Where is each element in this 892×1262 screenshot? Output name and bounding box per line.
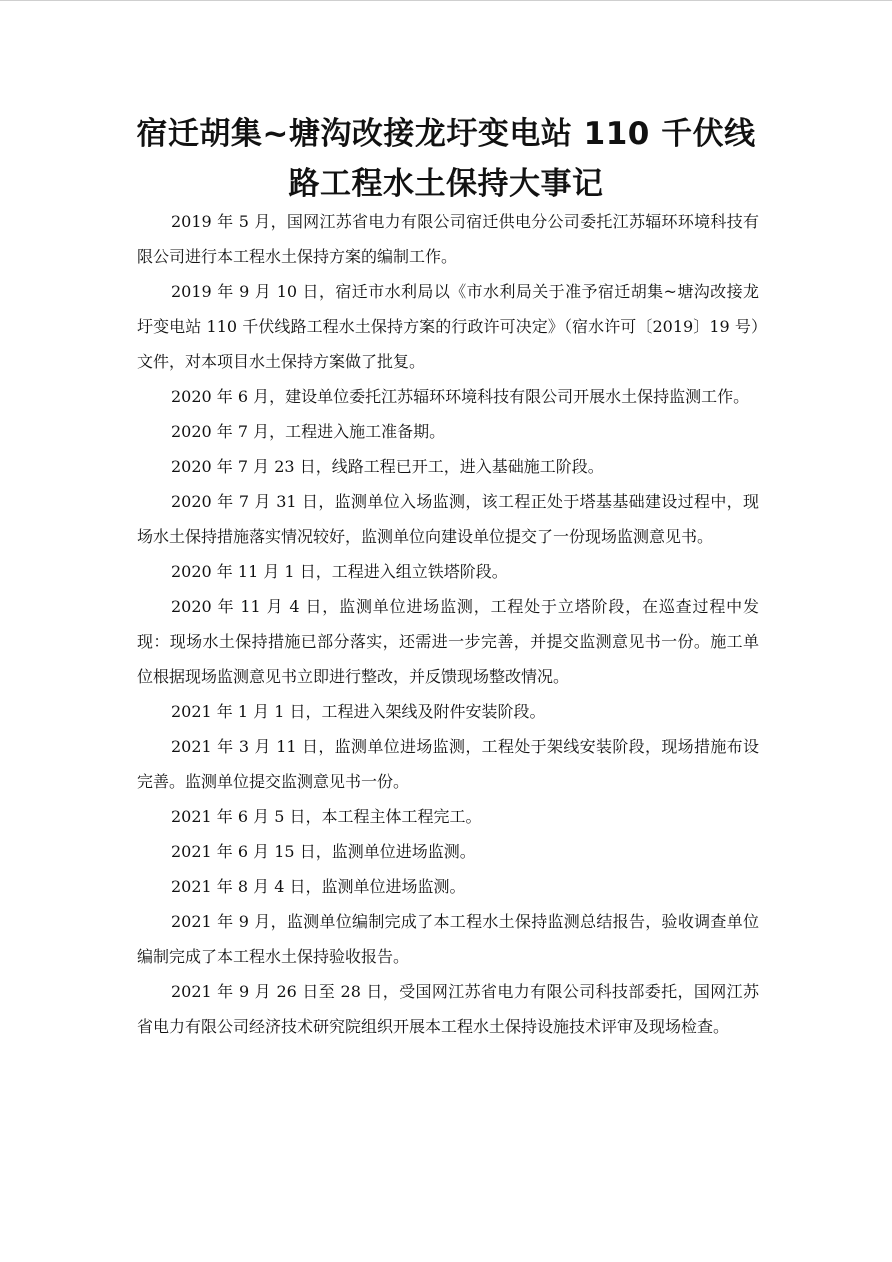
title-line-1: 宿迁胡集~塘沟改接龙圩变电站 110 千伏线 [136,116,756,152]
document-title [120,109,772,209]
paragraph-2021-03-11: 2021 年 3 月 11 日，监测单位进场监测，工程处于架线安装阶段，现场措施布设完善。监测单位提交监测意见书一份。 [137,737,759,791]
paragraph-2021-09-26: 2021 年 9 月 26 日至 28 日，受国网江苏省电力有限公司科技部委托，国网江苏省电力有限公司经济技术研究院组织开展本工程水土保持设施技术评审及现场检查。 [137,982,759,1036]
title-line-2: 路工程水土保持大事记 [288,166,604,202]
paragraph-2020-06: 2020 年 6 月，建设单位委托江苏辐环环境科技有限公司开展水土保持监测工作。 [171,387,750,406]
paragraph-2020-07-23: 2020 年 7 月 23 日，线路工程已开工，进入基础施工阶段。 [171,457,604,476]
paragraph-2021-09: 2021 年 9 月，监测单位编制完成了本工程水土保持监测总结报告，验收调查单位编制完成了本工程水土保持验收报告。 [137,912,759,966]
paragraph-2020-11-04: 2020 年 11 月 4 日，监测单位进场监测，工程处于立塔阶段，在巡查过程中发现：现场水土保持措施已部分落实，还需进一步完善，并提交监测意见书一份。施工单位根据现场监测意见书立即进行整改，并反馈现场整改情况。 [137,597,759,686]
paragraph-2019-05: 2019 年 5 月，国网江苏省电力有限公司宿迁供电分公司委托江苏辐环环境科技有限公司进行本工程水土保持方案的编制工作。 [137,212,759,266]
paragraph-2020-07: 2020 年 7 月，工程进入施工准备期。 [171,422,446,441]
paragraph-2021-06-05: 2021 年 6 月 5 日，本工程主体工程完工。 [171,807,482,826]
paragraph-2021-08-04: 2021 年 8 月 4 日，监测单位进场监测。 [171,877,466,896]
paragraph-2019-09-10: 2019 年 9 月 10 日，宿迁市水利局以《市水利局关于准予宿迁胡集~塘沟改接龙圩变电站 110 千伏线路工程水土保持方案的行政许可决定》（宿水许可〔2019〕19 号）文件，对本项目水土保持方案做了批复。 [137,282,759,371]
paragraph-2021-06-15: 2021 年 6 月 15 日，监测单位进场监测。 [171,842,476,861]
paragraph-2020-07-31: 2020 年 7 月 31 日，监测单位入场监测，该工程正处于塔基基础建设过程中，现场水土保持措施落实情况较好，监测单位向建设单位提交了一份现场监测意见书。 [137,492,759,546]
document-body [137,204,759,1044]
paragraph-2020-11-01: 2020 年 11 月 1 日，工程进入组立铁塔阶段。 [171,562,508,581]
paragraph-2021-01-01: 2021 年 1 月 1 日，工程进入架线及附件安装阶段。 [171,702,546,721]
